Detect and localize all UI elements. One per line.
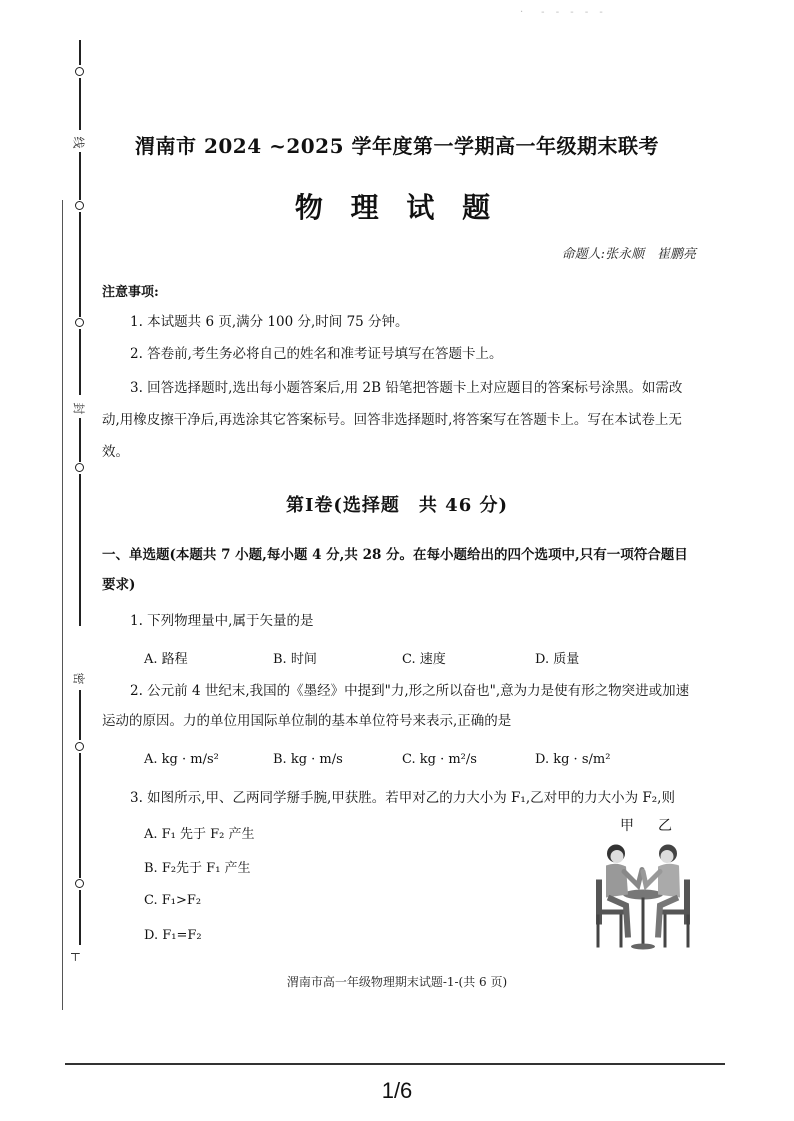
- margin-circle: [75, 742, 84, 751]
- subject-title: 物 理 试 题: [294, 191, 500, 224]
- section-heading: 一、单选题(本题共 7 小题,每小题 4 分,共 28 分。在每小题给出的四个选项中,只有一项符合题目要求): [102, 547, 688, 593]
- question-1-option-d: D. 质量: [535, 652, 580, 667]
- question-2-stem: 2. 公元前 4 世纪末,我国的《墨经》中提到"力,形之所以奋也",意为力是使有形之物突进或加速运动的原因。力的单位用国际单位制的基本单位符号来表示,正确的是: [102, 683, 690, 729]
- margin-circle: [75, 463, 84, 472]
- margin-circle: [75, 318, 84, 327]
- figure-label-yi: 乙: [658, 818, 672, 834]
- notes-heading: 注意事项:: [102, 285, 159, 300]
- question-3-option-d: D. F₁=F₂: [144, 928, 202, 943]
- page-number: 1/6: [381, 1078, 413, 1103]
- question-1-option-a: A. 路程: [144, 652, 188, 667]
- exam-title: 渭南市 2024 ~2025 学年度第一学期高一年级期末联考: [135, 134, 659, 158]
- arm-wrestling-figure: [588, 832, 698, 962]
- margin-char-end: ⊢: [68, 951, 83, 963]
- question-1-option-b: B. 时间: [273, 652, 317, 667]
- question-2-option-c: C. kg · m²/s: [402, 752, 477, 767]
- note-item-3: 3. 回答选择题时,选出每小题答案后,用 2B 铅笔把答题卡上对应题目的答案标号涂黑。如需改动,用橡皮擦干净后,再选涂其它答案标号。回答非选择题时,将答案写在答题卡上。写在本试卷上无效。: [102, 380, 683, 460]
- author-line: 命题人:张永顺 崔鹏亮: [561, 247, 696, 262]
- margin-circle: [75, 879, 84, 888]
- figure-label-jia: 甲: [620, 818, 634, 834]
- question-1-option-c: C. 速度: [402, 652, 446, 667]
- bottom-rule: [65, 1063, 725, 1065]
- margin-char-mi: 密: [71, 672, 86, 685]
- question-3-option-c: C. F₁>F₂: [144, 893, 202, 908]
- margin-char-xian: 线: [71, 136, 86, 149]
- question-3-option-a: A. F₁ 先于 F₂ 产生: [144, 827, 255, 842]
- question-2-option-d: D. kg · s/m²: [535, 752, 611, 767]
- question-3-stem: 3. 如图所示,甲、乙两同学掰手腕,甲获胜。若甲对乙的力大小为 F₁,乙对甲的力大小为 F₂,则: [130, 790, 675, 806]
- margin-char-feng: 封: [71, 402, 86, 415]
- question-2-option-b: B. kg · m/s: [273, 752, 343, 767]
- note-item-2: 2. 答卷前,考生务必将自己的姓名和准考证号填写在答题卡上。: [130, 346, 503, 362]
- part-title: 第Ⅰ卷(选择题 共 46 分): [285, 495, 509, 516]
- question-1-stem: 1. 下列物理量中,属于矢量的是: [130, 613, 314, 629]
- question-2-option-a: A. kg · m/s²: [144, 752, 219, 767]
- page-footer: 渭南市高一年级物理期末试题-1-(共 6 页): [286, 975, 508, 989]
- note-item-1: 1. 本试题共 6 页,满分 100 分,时间 75 分钟。: [130, 314, 409, 330]
- margin-circle: [75, 67, 84, 76]
- question-3-option-b: B. F₂先于 F₁ 产生: [144, 861, 251, 876]
- scan-marks: · - - - - -: [520, 7, 607, 18]
